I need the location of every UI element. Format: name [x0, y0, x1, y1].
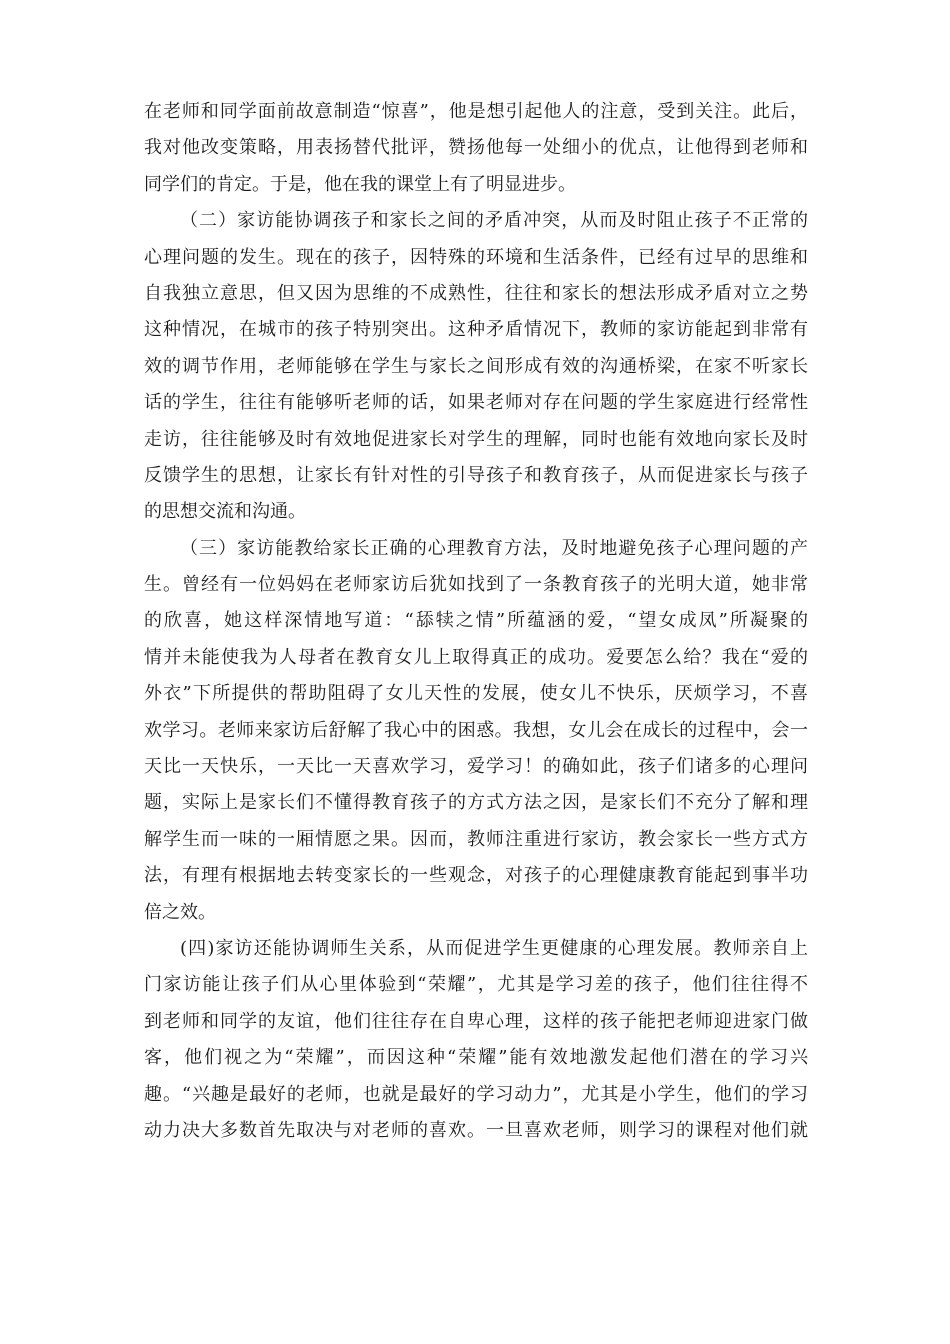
text-line: 我对他改变策略，用表扬替代批评，赞扬他每一处细小的优点，让他得到老师和 [144, 137, 808, 159]
text-line: 的欣喜，她这样深情地写道：“舔犊之情”所蕴涵的爱，“望女成凤”所凝聚的 [144, 610, 808, 632]
text-line: 门家访能让孩子们从心里体验到“荣耀”，尤其是学习差的孩子，他们往往得不 [144, 974, 808, 996]
text-line: （二）家访能协调孩子和家长之间的矛盾冲突，从而及时阻止孩子不正常的 [180, 210, 808, 232]
text-line: 外衣”下所提供的帮助阻碍了女儿天性的发展，使女儿不快乐，厌烦学习，不喜 [144, 683, 808, 705]
text-line: (四)家访还能协调师生关系，从而促进学生更健康的心理发展。教师亲自上 [180, 937, 808, 959]
text-line: 这种情况，在城市的孩子特别突出。这种矛盾情况下，教师的家访能起到非常有 [144, 319, 808, 341]
text-line: 心理问题的发生。现在的孩子，因特殊的环境和生活条件，已经有过早的思维和 [144, 246, 808, 268]
text-line: 题，实际上是家长们不懂得教育孩子的方式方法之因，是家长们不充分了解和理 [144, 792, 808, 814]
text-line: 天比一天快乐，一天比一天喜欢学习，爱学习！的确如此，孩子们诸多的心理问 [144, 756, 808, 778]
text-line: 走访，往往能够及时有效地促进家长对学生的理解，同时也能有效地向家长及时 [144, 428, 808, 450]
text-line: 解学生而一味的一厢情愿之果。因而，教师注重进行家访，教会家长一些方式方 [144, 828, 808, 850]
text-line: （三）家访能教给家长正确的心理教育方法，及时地避免孩子心理问题的产 [180, 537, 808, 559]
text-line: 话的学生，往往有能够听老师的话，如果老师对存在问题的学生家庭进行经常性 [144, 392, 808, 414]
text-line: 欢学习。老师来家访后舒解了我心中的困惑。我想，女儿会在成长的过程中，会一 [144, 719, 808, 741]
body-text [144, 94, 808, 1149]
text-line: 趣。“兴趣是最好的老师，也就是最好的学习动力”，尤其是小学生，他们的学习 [144, 1083, 808, 1105]
text-line: 反馈学生的思想，让家长有针对性的引导孩子和教育孩子，从而促进家长与孩子 [144, 464, 808, 486]
text-line: 同学们的肯定。于是，他在我的课堂上有了明显进步。 [144, 173, 576, 195]
text-line: 的思想交流和沟通。 [144, 501, 306, 523]
text-line: 情并未能使我为人母者在教育女儿上取得真正的成功。爱要怎么给？我在“爱的 [144, 646, 808, 668]
text-line: 动力决大多数首先取决与对老师的喜欢。一旦喜欢老师，则学习的课程对他们就 [144, 1119, 808, 1141]
text-line: 客，他们视之为“荣耀”，而因这种“荣耀”能有效地激发起他们潜在的学习兴 [144, 1047, 808, 1069]
text-line: 法，有理有根据地去转变家长的一些观念，对孩子的心理健康教育能起到事半功 [144, 865, 808, 887]
text-line: 在老师和同学面前故意制造“惊喜”，他是想引起他人的注意，受到关注。此后， [144, 101, 808, 122]
text-line: 自我独立意思，但又因为思维的不成熟性，往往和家长的想法形成矛盾对立之势 [144, 282, 808, 304]
text-line: 生。曾经有一位妈妈在老师家访后犹如找到了一条教育孩子的光明大道，她非常 [144, 574, 808, 596]
text-line: 倍之效。 [144, 901, 216, 923]
text-line: 到老师和同学的友谊，他们往往存在自卑心理，这样的孩子能把老师迎进家门做 [144, 1010, 808, 1032]
text-line: 效的调节作用，老师能够在学生与家长之间形成有效的沟通桥梁，在家不听家长 [144, 355, 808, 377]
